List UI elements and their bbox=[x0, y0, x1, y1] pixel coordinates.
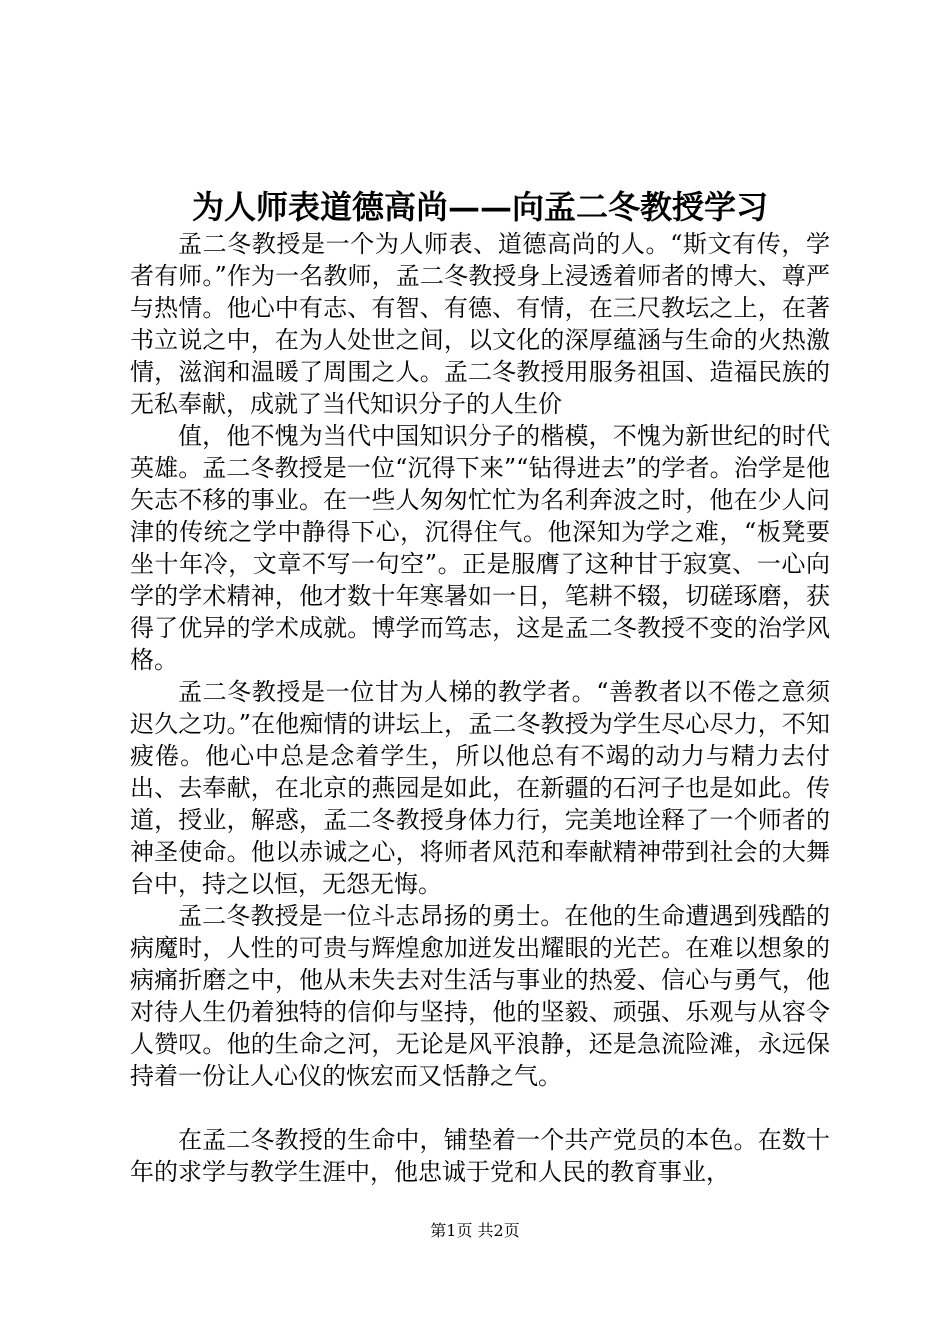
document-body bbox=[130, 228, 830, 1188]
paragraph-4: 孟二冬教授是一位斗志昂扬的勇士。在他的生命遭遇到残酷的病魔时，人性的可贵与辉煌愈加迸发出耀眼的光芒。在难以想象的病痛折磨之中，他从未失去对生活与事业的热爱、信心与勇气，他对待人生仍着独特的信仰与坚持，他的坚毅、顽强、乐观与从容令人赞叹。他的生命之河，无论是风平浪静，还是急流险滩，永远保持着一份让人心仪的恢宏而又恬静之气。 bbox=[130, 902, 830, 1090]
paragraph-1: 孟二冬教授是一个为人师表、道德高尚的人。“斯文有传，学者有师。”作为一名教师，孟二冬教授身上浸透着师者的博大、尊严与热情。他心中有志、有智、有德、有情，在三尺教坛之上，在著书立说之中，在为人处世之间，以文化的深厚蕴涵与生命的火热激情，滋润和温暖了周围之人。孟二冬教授用服务祖国、造福民族的无私奉献，成就了当代知识分子的人生价 bbox=[130, 230, 830, 418]
paragraph-3: 孟二冬教授是一位甘为人梯的教学者。“善教者以不倦之意须迟久之功。”在他痴情的讲坛上，孟二冬教授为学生尽心尽力，不知疲倦。他心中总是念着学生，所以他总有不竭的动力与精力去付出、去奉献，在北京的燕园是如此，在新疆的石河子也是如此。传道，授业，解惑，孟二冬教授身体力行，完美地诠释了一个师者的神圣使命。他以赤诚之心，将师者风范和奉献精神带到社会的大舞台中，持之以恒，无怨无悔。 bbox=[130, 678, 830, 898]
page-footer: 第1页 共2页 bbox=[430, 1221, 520, 1240]
document-title: 为人师表道德高尚——向孟二冬教授学习 bbox=[191, 188, 768, 226]
paragraph-5: 在孟二冬教授的生命中，铺垫着一个共产党员的本色。在数十年的求学与教学生涯中，他忠诚于党和人民的教育事业， bbox=[130, 1126, 830, 1186]
paragraph-2: 值，他不愧为当代中国知识分子的楷模，不愧为新世纪的时代英雄。孟二冬教授是一位“沉得下来”“钻得进去”的学者。治学是他矢志不移的事业。在一些人匆匆忙忙为名利奔波之时，他在少人问津的传统之学中静得下心，沉得住气。他深知为学之难，“板凳要坐十年冷，文章不写一句空”。正是服膺了这种甘于寂寞、一心向学的学术精神，他才数十年寒暑如一日，笔耕不辍，切磋琢磨，获得了优异的学术成就。博学而笃志，这是孟二冬教授不变的治学风格。 bbox=[130, 422, 830, 674]
